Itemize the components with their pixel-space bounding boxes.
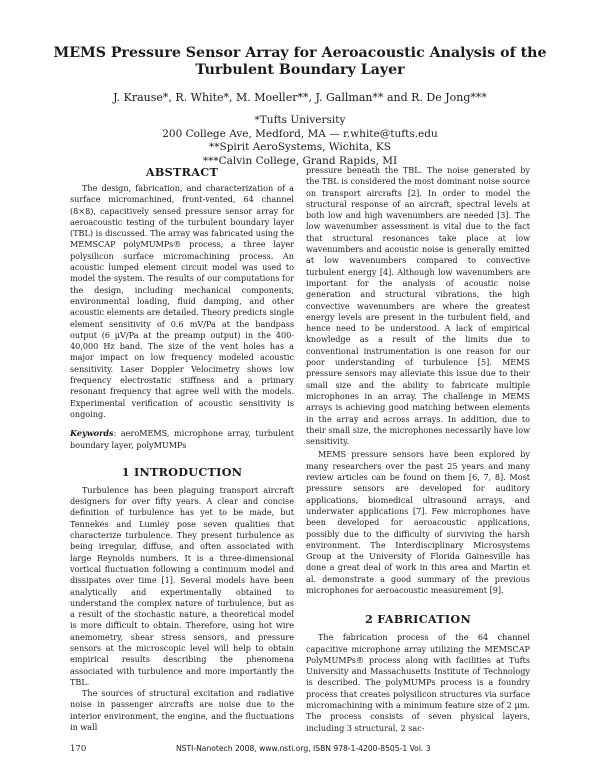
affiliation-line: **Spirit AeroSystems, Wichita, KS xyxy=(209,141,391,153)
affiliation-line: *Tufts University xyxy=(254,114,346,126)
right-column xyxy=(306,165,530,734)
keywords-label: Keywords xyxy=(70,428,114,439)
intro-paragraph-2: The sources of structural excitation and radiative noise in passenger aircrafts are noise due to the interior environment, the engine, and the fluctuations in wall xyxy=(70,688,294,733)
left-column xyxy=(70,165,294,733)
abstract-text: The design, fabrication, and characterization of a surface micromachined, front-vented, 64 channel (8×8), capacitively sensed pressure sensor array for aeroacoustic testing of the turbulent boundary layer (TBL) is discussed. The array was fabricated using the MEMSCAP polyMUMPs® process, a three layer polysilicon surface micromachining process. An acoustic lumped element circuit model was used to model the system. The results of our computations for the design, including mechanical components, environmental loading, fluid damping, and other acoustic elements are detailed. Theory predicts single element sensitivity of 0.6 mV/Pa at the bandpass output (6 μV/Pa at the preamp output) in the 400-40,000 Hz band. The size of the vent holes has a major impact on low frequency modeled acoustic sensitivity. Laser Doppler Velocimetry shows low frequency electrostatic stiffness and a primary resonant frequency that agree well with the models. Experimental verification of acoustic sensitivity is ongoing. xyxy=(70,183,294,419)
intro-paragraph-3: pressure beneath the TBL. The noise generated by the TBL is considered the most dominant noise source on transport aircrafts [2]. In order to model the structural response of an aircraft, spectral levels at both low and high wavenumbers are needed [3]. The low wavenumber assessment is vital due to the fact that structural resonances take place at low wavenumbers and acoustic noise is generally emitted at low wavenumbers compared to convective turbulent energy [4]. Although low wavenumbers are important for the analysis of acoustic noise generation and structural vibrations, the high convective wavenumbers are where the greatest energy levels are present in the turbulent field, and hence need to be understood. A lack of empirical knowledge as a result of the limits due to conventional instrumentation is one reason for our poor understanding of turbulence [5]. MEMS pressure sensors may alleviate this issue due to their small size and the ability to fabricate multiple microphones in an array. The challenge in MEMS arrays is achieving good matching between elements in the array and across arrays. In addition, due to their small size, the microphones necessarily have low sensitivity. xyxy=(306,165,531,447)
title-line-2: Turbulent Boundary Layer xyxy=(195,62,405,78)
intro-paragraph-4: MEMS pressure sensors have been explored by many researchers over the past 25 years and many review articles can be found on them [6, 7, 8]. Most pressure sensors are developed for auditory applications, biomedical ultrasound arrays, and underwater applications [7]. Few microphones have been developed for aeroacoustic applications, possibly due to the difficulty of surviving the harsh environment. The Interdisciplinary Microsystems Group at the University of Florida Gainesville has done a great deal of work in this area and Martin et al. demonstrate a good summary of the previous microphones for aeroacoustic measurement [9]. xyxy=(306,449,530,595)
fabrication-paragraph-1: The fabrication process of the 64 channel capacitive microphone array utilizing the MEMSCAP PolyMUMPs® process along with facilities at Tufts University and Massachusetts Institute of Technology is described. The polyMUMPs process is a foundry process that creates polysilicon structures via surface micromachining with a minimum feature size of 2 μm. The process consists of seven physical layers, including 3 structural, 2 sac- xyxy=(306,632,530,733)
conference-footer: NSTI-Nanotech 2008, www.nsti.org, ISBN 978-1-4200-8505-1 Vol. 3 xyxy=(176,744,431,753)
affiliations xyxy=(40,114,560,168)
paper-title xyxy=(40,45,560,79)
keywords xyxy=(70,428,294,451)
intro-paragraph-1: Turbulence has been plaguing transport aircraft designers for over fifty years. A clear and concise definition of turbulence has yet to be made, but Tennekes and Lumley pose seven qualities that characterize turbulence. They present turbulence as being irregular, diffuse, and often associated with large Reynolds numbers. It is a three-dimensional vortical fluctuation following a continuum model and dissipates over time [1]. Several models have been analytically and experimentally obtained to understand the complex nature of turbulence, but as a result of the stochastic nature, a theoretical model is more difficult to obtain. Therefore, using hot wire anemometry, shear stress sensors, and pressure sensors at the microscopic level will help to obtain empirical results describing the phenomena associated with turbulence and more importantly the TBL. xyxy=(70,484,294,687)
keywords-text: : aeroMEMS, microphone array, turbulent boundary layer, polyMUMPs xyxy=(70,428,294,450)
title-line-1: MEMS Pressure Sensor Array for Aeroacoustic Analysis of the xyxy=(53,45,547,61)
introduction-heading: 1 INTRODUCTION xyxy=(121,464,243,479)
author-list: J. Krause*, R. White*, M. Moeller**, J. Gallman** and R. De Jong*** xyxy=(113,91,487,104)
affiliation-line: ***Calvin College, Grand Rapids, MI xyxy=(202,154,398,167)
fabrication-heading: 2 FABRICATION xyxy=(364,612,472,627)
page-number: 170 xyxy=(70,744,87,754)
abstract-heading: ABSTRACT xyxy=(145,165,219,179)
affiliation-line: 200 College Ave, Medford, MA — r.white@tufts.edu xyxy=(162,127,438,140)
